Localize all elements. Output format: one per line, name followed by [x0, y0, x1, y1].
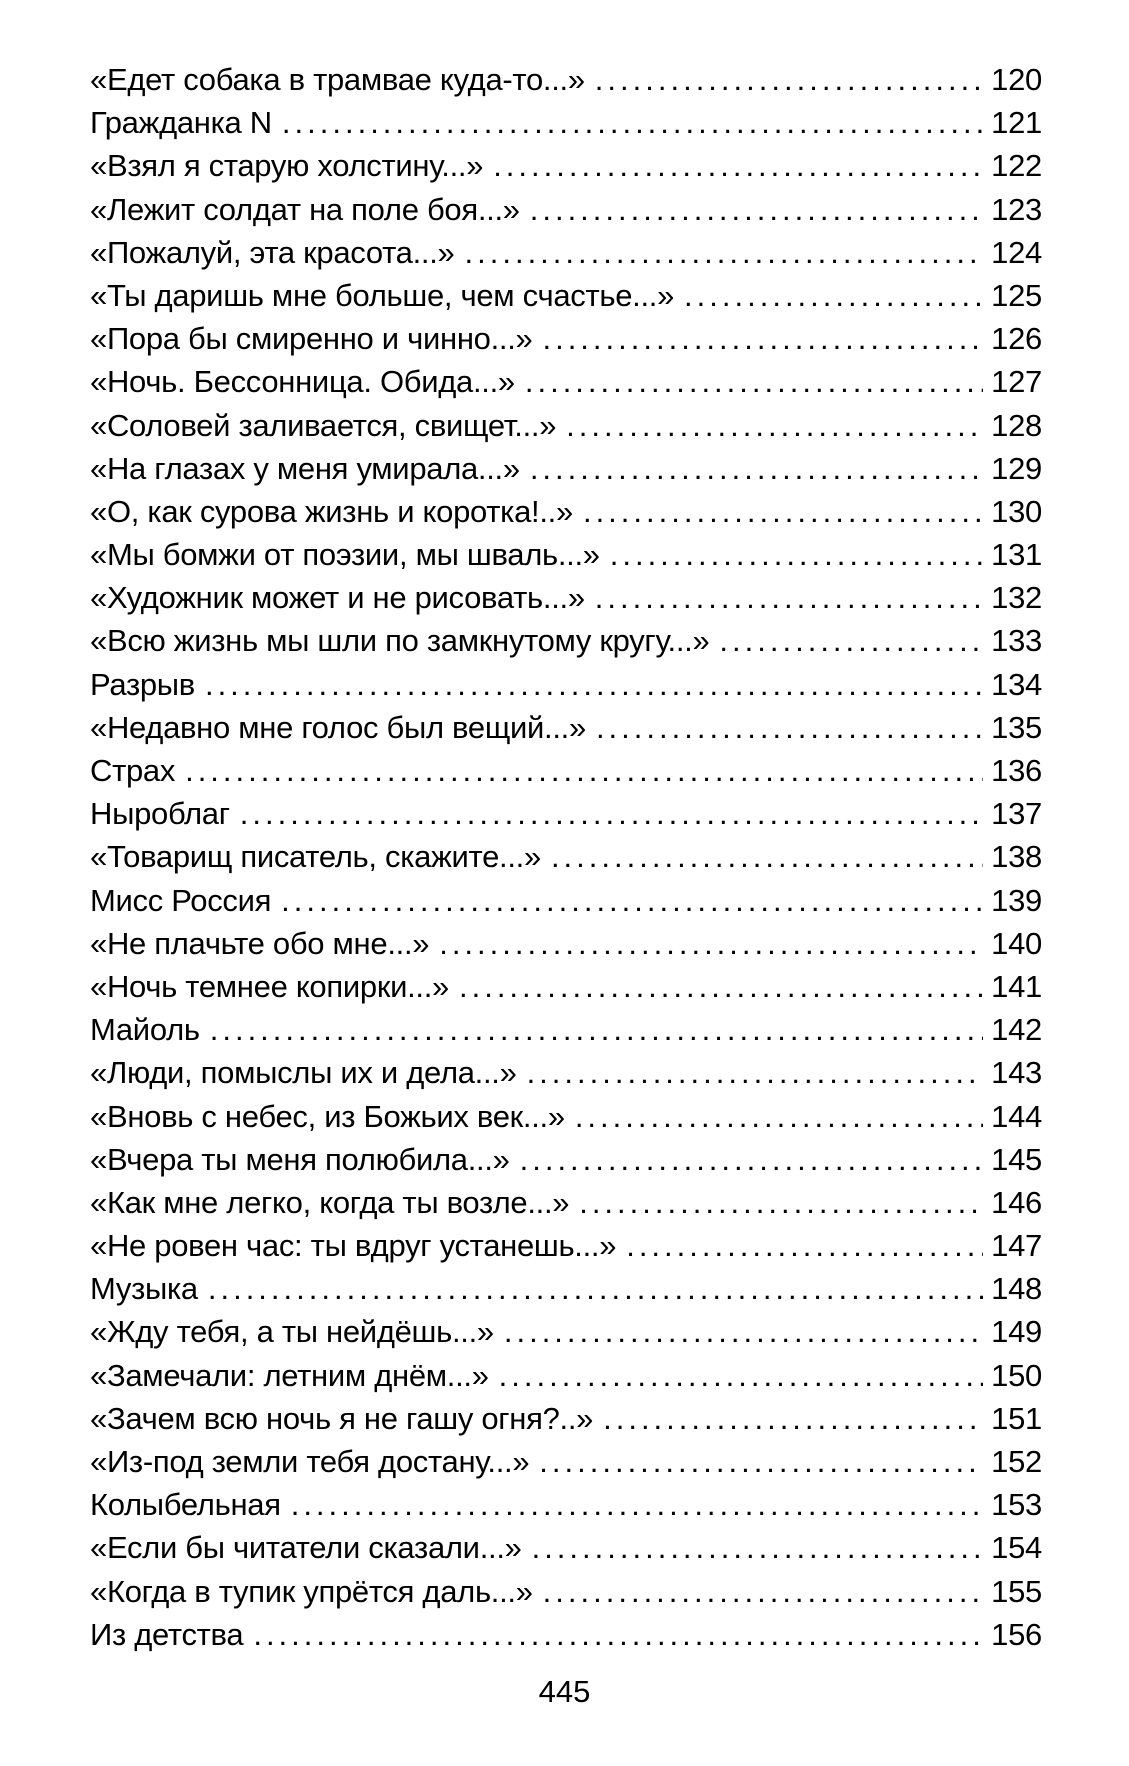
toc-entry-page: 150	[991, 1357, 1042, 1393]
toc-entry-title: «Взял я старую холстину...»	[90, 148, 484, 184]
dot-leader	[583, 490, 983, 533]
toc-entry	[90, 965, 1042, 1008]
toc-entry-page: 129	[991, 450, 1042, 486]
toc-entry-page: 147	[991, 1228, 1042, 1264]
dot-leader	[210, 1008, 983, 1051]
dot-leader	[291, 1483, 983, 1526]
toc-entry-page: 156	[991, 1616, 1042, 1652]
toc-entry-page: 153	[991, 1487, 1042, 1523]
dot-leader	[525, 360, 983, 403]
toc-entry	[90, 144, 1042, 187]
dot-leader	[596, 706, 983, 749]
toc-entry	[90, 1267, 1042, 1310]
dot-leader	[530, 188, 983, 231]
toc-entry-page: 139	[991, 882, 1042, 918]
toc-entry-title: «Как мне легко, когда ты возле...»	[90, 1184, 570, 1220]
toc-entry-title: Мисс Россия	[90, 882, 272, 918]
toc-entry-title: Колыбельная	[90, 1487, 281, 1523]
toc-entry-page: 121	[991, 105, 1042, 141]
toc-entry	[90, 447, 1042, 490]
dot-leader	[595, 58, 983, 101]
dot-leader	[520, 1138, 984, 1181]
toc-entry-page: 154	[991, 1530, 1042, 1566]
toc-entry-title: Разрыв	[90, 666, 195, 702]
toc-entry	[90, 274, 1042, 317]
dot-leader	[185, 749, 983, 792]
toc-entry-page: 137	[991, 796, 1042, 832]
toc-entry-page: 144	[991, 1098, 1042, 1134]
toc-entry-title: Из детства	[90, 1616, 244, 1652]
toc-entry-title: «Художник может и не рисовать...»	[90, 580, 585, 616]
dot-leader	[527, 1051, 984, 1094]
toc-entry-title: «Соловей заливается, свищет...»	[90, 407, 557, 443]
toc-entry-page: 120	[991, 62, 1042, 97]
toc-entry-page: 155	[991, 1573, 1042, 1609]
toc-entry	[90, 188, 1042, 231]
toc-entry-page: 133	[991, 623, 1042, 659]
toc-entry-page: 132	[991, 580, 1042, 616]
toc-entry-page: 124	[991, 234, 1042, 270]
toc-entry	[90, 1224, 1042, 1267]
toc-entry	[90, 58, 1042, 101]
dot-leader	[282, 101, 983, 144]
toc-entry-page: 141	[991, 968, 1042, 1004]
toc-entry-title: «Замечали: летним днём...»	[90, 1357, 489, 1393]
toc-entry-page: 143	[991, 1055, 1042, 1091]
toc-entry-title: «Ты даришь мне больше, чем счастье...»	[90, 277, 675, 313]
dot-leader	[205, 663, 983, 706]
dot-leader	[459, 965, 983, 1008]
toc-entry	[90, 490, 1042, 533]
toc-entry-page: 152	[991, 1444, 1042, 1479]
toc-entry-page: 128	[991, 407, 1042, 443]
toc-entry-title: «На глазах у меня умирала...»	[90, 450, 520, 486]
toc-entry	[90, 1138, 1042, 1181]
dot-leader	[504, 1310, 983, 1353]
dot-leader	[603, 1397, 983, 1440]
toc-entry	[90, 1570, 1042, 1613]
toc-entry-title: «Ночь. Бессонница. Обида...»	[90, 364, 515, 400]
toc-entry	[90, 835, 1042, 878]
toc-entry-page: 146	[991, 1184, 1042, 1220]
toc-entry	[90, 879, 1042, 922]
toc-entry-title: «Пора бы смиренно и чинно...»	[90, 321, 533, 357]
toc-entry-title: «Вчера ты меня полюбила...»	[90, 1141, 510, 1177]
toc-entry-title: «Когда в тупик упрётся даль...»	[90, 1573, 533, 1609]
dot-leader	[719, 619, 983, 662]
toc-entry	[90, 1483, 1042, 1526]
toc-entry-page: 125	[991, 277, 1042, 313]
toc-entry	[90, 1440, 1042, 1483]
toc-entry	[90, 619, 1042, 662]
toc-entry-title: Гражданка N	[90, 105, 272, 141]
dot-leader	[595, 576, 983, 619]
toc-entry-title: «Не плачьте обо мне...»	[90, 925, 430, 961]
toc-entry-title: «Люди, помыслы их и дела...»	[90, 1055, 517, 1091]
toc-entry	[90, 663, 1042, 706]
toc-entry	[90, 1051, 1042, 1094]
page-number: 445	[538, 1674, 591, 1709]
toc-entry	[90, 360, 1042, 403]
toc-entry-page: 145	[991, 1141, 1042, 1177]
toc-entry-page: 148	[991, 1271, 1042, 1307]
toc-entry-title: Ныроблаг	[90, 796, 230, 832]
dot-leader	[281, 879, 983, 922]
dot-leader	[253, 1613, 983, 1656]
toc-entry-title: «Всю жизнь мы шли по замкнутому кругу...»	[90, 623, 710, 659]
dot-leader	[493, 144, 983, 187]
toc-entry	[90, 404, 1042, 447]
dot-leader	[439, 922, 983, 965]
toc-entry-title: «Ночь темнее копирки...»	[90, 968, 449, 1004]
dot-leader	[610, 533, 983, 576]
toc-entry	[90, 1008, 1042, 1051]
dot-leader	[626, 1224, 983, 1267]
toc-entry	[90, 101, 1042, 144]
toc-entry	[90, 706, 1042, 749]
toc-entry	[90, 922, 1042, 965]
toc-entry-title: «Не ровен час: ты вдруг устанешь...»	[90, 1228, 617, 1264]
toc-entry-page: 140	[991, 925, 1042, 961]
toc-entry-page: 131	[991, 537, 1042, 573]
toc-entry-page: 127	[991, 364, 1042, 400]
toc-entry-title: «Вновь с небес, из Божьих век...»	[90, 1098, 565, 1134]
toc-entry-title: «Зачем всю ночь я не гашу огня?..»	[90, 1400, 594, 1436]
dot-leader	[499, 1354, 984, 1397]
dot-leader	[551, 835, 983, 878]
dot-leader	[539, 1440, 983, 1483]
toc-entry-title: Майоль	[90, 1012, 200, 1048]
dot-leader	[566, 404, 983, 447]
dot-leader	[240, 792, 983, 835]
dot-leader	[530, 447, 983, 490]
toc-entry-page: 151	[991, 1400, 1042, 1436]
toc-entry	[90, 1181, 1042, 1224]
toc-entry	[90, 792, 1042, 835]
dot-leader	[579, 1181, 983, 1224]
toc-entry-page: 135	[991, 709, 1042, 745]
toc-entry	[90, 1526, 1042, 1569]
toc-entry-title: «Из-под земли тебя достану...»	[90, 1444, 530, 1479]
toc-entry	[90, 533, 1042, 576]
toc-entry	[90, 576, 1042, 619]
toc-entry-page: 142	[991, 1012, 1042, 1048]
toc-entry-page: 149	[991, 1314, 1042, 1350]
toc-entry	[90, 1354, 1042, 1397]
toc-entry	[90, 1397, 1042, 1440]
toc-entry-title: «Недавно мне голос был вещий...»	[90, 709, 586, 745]
toc-entry	[90, 1613, 1042, 1656]
toc-entry	[90, 231, 1042, 274]
toc-entry-title: «Жду тебя, а ты нейдёшь...»	[90, 1314, 494, 1350]
toc-entry-page: 130	[991, 493, 1042, 529]
dot-leader	[543, 1570, 984, 1613]
dot-leader	[575, 1095, 983, 1138]
dot-leader	[542, 317, 983, 360]
toc-entry-page: 126	[991, 321, 1042, 357]
toc-entry-title: Музыка	[90, 1271, 198, 1307]
toc-entry-title: Страх	[90, 753, 176, 788]
table-of-contents	[90, 58, 1042, 1656]
dot-leader	[532, 1526, 984, 1569]
toc-entry-page: 138	[991, 839, 1042, 875]
toc-entry-page: 122	[991, 148, 1042, 184]
dot-leader	[684, 274, 983, 317]
toc-entry	[90, 1310, 1042, 1353]
toc-entry-title: «Едет собака в трамвае куда-то...»	[90, 62, 585, 97]
toc-entry-title: «Если бы читатели сказали...»	[90, 1530, 522, 1566]
toc-entry-page: 136	[991, 753, 1042, 788]
toc-entry	[90, 317, 1042, 360]
toc-entry-title: «Лежит солдат на поле боя...»	[90, 191, 520, 227]
toc-entry-page: 134	[991, 666, 1042, 702]
toc-entry	[90, 749, 1042, 792]
toc-entry-title: «О, как сурова жизнь и коротка!..»	[90, 493, 573, 529]
dot-leader	[465, 231, 984, 274]
dot-leader	[208, 1267, 983, 1310]
toc-entry-page: 123	[991, 191, 1042, 227]
toc-entry-title: «Пожалуй, эта красота...»	[90, 234, 455, 270]
toc-entry-title: «Товарищ писатель, скажите...»	[90, 839, 541, 875]
toc-entry	[90, 1095, 1042, 1138]
toc-entry-title: «Мы бомжи от поэзии, мы шваль...»	[90, 537, 600, 573]
